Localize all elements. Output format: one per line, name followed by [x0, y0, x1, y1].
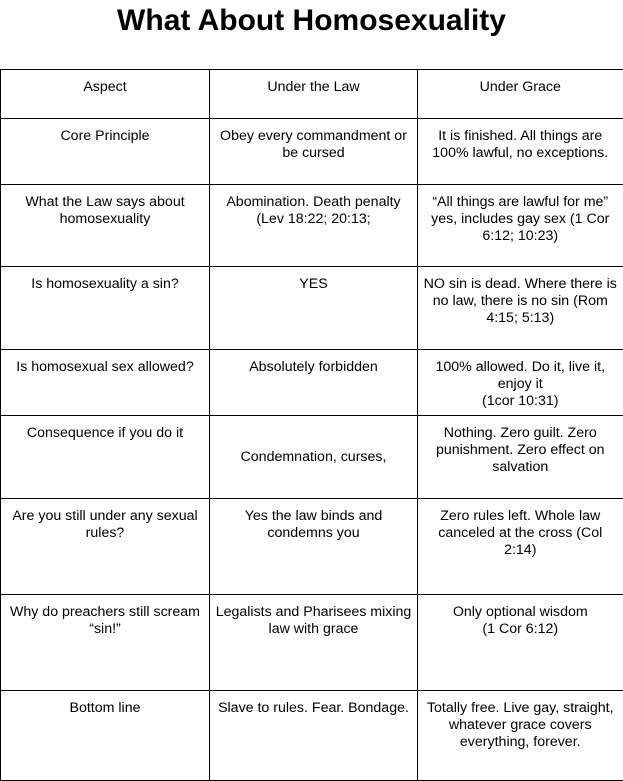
cell-aspect: Bottom line	[1, 691, 210, 781]
table-row	[1, 416, 623, 499]
header-aspect: Aspect	[1, 70, 210, 119]
cell-under-the-law: Legalists and Pharisees mixing law with grace	[210, 595, 418, 691]
cell-under-the-law: Abomination. Death penalty (Lev 18:22; 20:13;	[210, 185, 418, 267]
cell-aspect: Why do preachers still scream “sin!”	[1, 595, 210, 691]
cell-aspect: Consequence if you do it	[1, 416, 210, 499]
table-row	[1, 350, 623, 416]
table-row	[1, 691, 623, 781]
cell-aspect: What the Law says about homosexuality	[1, 185, 210, 267]
cell-aspect: Are you still under any sexual rules?	[1, 499, 210, 595]
cell-under-grace: NO sin is dead. Where there is no law, there is no sin (Rom 4:15; 5:13)	[418, 267, 623, 350]
header-under-the-law: Under the Law	[210, 70, 418, 119]
cell-aspect: Is homosexual sex allowed?	[1, 350, 210, 416]
cell-under-grace: Zero rules left. Whole law canceled at the cross (Col 2:14)	[418, 499, 623, 595]
cell-aspect: Is homosexuality a sin?	[1, 267, 210, 350]
comparison-table	[0, 69, 623, 781]
table-row	[1, 267, 623, 350]
cell-under-grace: 100% allowed. Do it, live it, enjoy it (1cor 10:31)	[418, 350, 623, 416]
cell-under-the-law: Obey every commandment or be cursed	[210, 119, 418, 185]
header-under-grace: Under Grace	[418, 70, 623, 119]
table-row	[1, 499, 623, 595]
cell-under-the-law: Slave to rules. Fear. Bondage.	[210, 691, 418, 781]
cell-under-grace: Nothing. Zero guilt. Zero punishment. Zero effect on salvation	[418, 416, 623, 499]
table-row	[1, 119, 623, 185]
cell-under-grace: It is finished. All things are 100% lawful, no exceptions.	[418, 119, 623, 185]
table-row	[1, 185, 623, 267]
cell-under-grace: “All things are lawful for me” yes, includes gay sex (1 Cor 6:12; 10:23)	[418, 185, 623, 267]
cell-under-the-law: Yes the law binds and condemns you	[210, 499, 418, 595]
cell-under-the-law: Absolutely forbidden	[210, 350, 418, 416]
cell-under-the-law: YES	[210, 267, 418, 350]
table-row	[1, 595, 623, 691]
cell-under-grace: Totally free. Live gay, straight, whatever grace covers everything, forever.	[418, 691, 623, 781]
page-title: What About Homosexuality	[0, 2, 623, 40]
cell-under-the-law: Condemnation, curses,	[210, 416, 418, 499]
table-header-row	[1, 70, 623, 119]
cell-aspect: Core Principle	[1, 119, 210, 185]
cell-under-grace: Only optional wisdom (1 Cor 6:12)	[418, 595, 623, 691]
